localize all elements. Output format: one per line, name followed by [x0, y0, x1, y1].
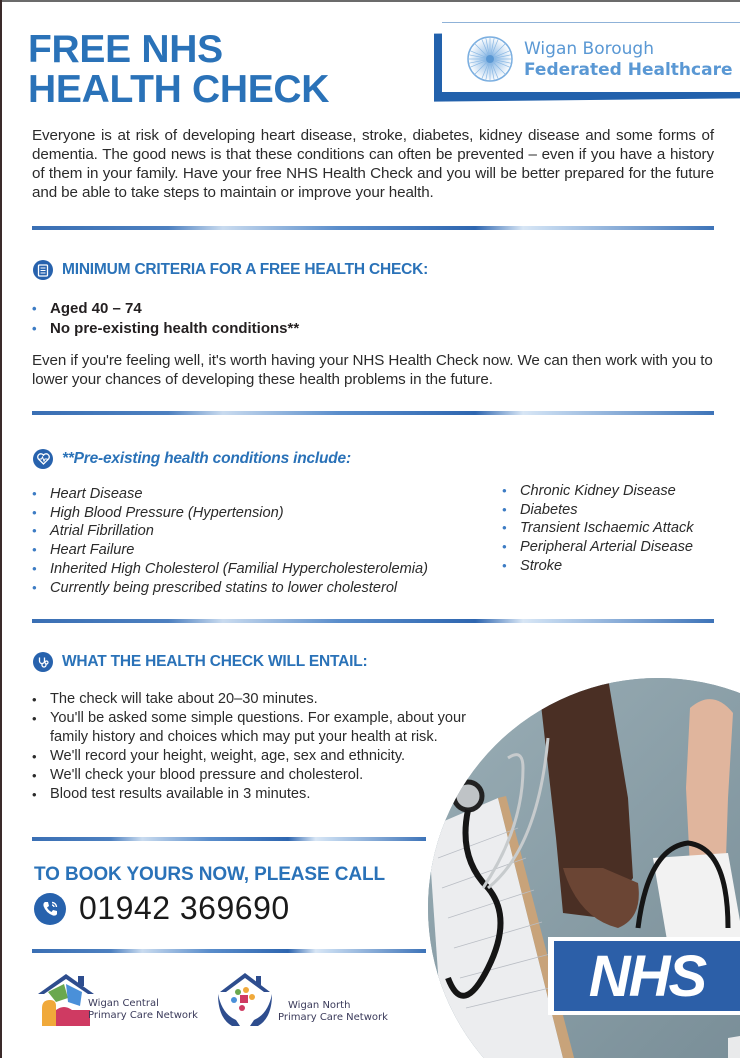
- entail-heading: [33, 652, 367, 672]
- list-item: • We'll record your height, weight, age, sex and ethnicity.: [32, 747, 502, 766]
- nhs-logo-text: NHS: [588, 943, 706, 1009]
- brand-name-line-2: Federated Healthcare: [524, 60, 733, 80]
- list-item: • Heart Failure: [32, 541, 428, 560]
- nhs-logo-badge: [548, 937, 740, 1015]
- sunburst-wheel-icon: [466, 35, 514, 83]
- title-line-2: HEALTH CHECK: [28, 68, 330, 111]
- divider: [32, 837, 426, 841]
- conditions-heading: [33, 449, 351, 469]
- phone-row: [34, 890, 290, 927]
- list-item: • Heart Disease: [32, 485, 428, 504]
- list-item: • Inherited High Cholesterol (Familial Hypercholesterolemia): [32, 560, 428, 579]
- brand-logo-box: [434, 20, 740, 98]
- list-item: • High Blood Pressure (Hypertension): [32, 504, 428, 523]
- network-name-line-2: Primary Care Network: [88, 1010, 198, 1021]
- puzzle-house-icon: [36, 970, 94, 1028]
- criteria-title: MINIMUM CRITERIA FOR A FREE HEALTH CHECK:: [62, 261, 429, 278]
- clipboard-icon: [33, 260, 53, 280]
- criteria-list: [32, 299, 299, 339]
- conditions-list-left: [32, 485, 428, 597]
- hands-house-icon: [216, 970, 274, 1028]
- list-item: • Atrial Fibrillation: [32, 522, 428, 541]
- network-name-line-1: Wigan Central: [88, 998, 159, 1009]
- list-item: • Aged 40 – 74: [32, 299, 299, 319]
- entail-list: [32, 690, 502, 804]
- wigan-north-pcn-logo: [216, 970, 388, 1028]
- page-edge: [0, 0, 2, 1058]
- divider: [32, 411, 714, 415]
- network-name-line-2: Primary Care Network: [278, 1012, 388, 1023]
- criteria-note: Even if you're feeling well, it's worth having your NHS Health Check now. We can then work with you to lower your chances of developing these health problems in the future.: [32, 352, 713, 388]
- list-item: • Chronic Kidney Disease: [502, 482, 694, 501]
- booking-title: TO BOOK YOURS NOW, PLEASE CALL: [34, 864, 385, 885]
- criteria-heading: [33, 260, 428, 280]
- wigan-central-pcn-logo: [36, 970, 198, 1028]
- brand-name-line-1: Wigan Borough: [524, 39, 654, 59]
- divider: [32, 949, 426, 953]
- list-item: • Peripheral Arterial Disease: [502, 538, 694, 557]
- list-item: • Stroke: [502, 557, 694, 576]
- phone-call-icon: [34, 893, 66, 925]
- list-item: • You'll be asked some simple questions. For example, about your family history and choices which may put your health at risk.: [32, 709, 502, 747]
- list-item: • The check will take about 20–30 minutes.: [32, 690, 502, 709]
- conditions-title: **Pre-existing health conditions include:: [62, 450, 351, 467]
- title-line-1: FREE NHS: [28, 28, 223, 71]
- conditions-list-right: [502, 482, 694, 576]
- list-item: • Currently being prescribed statins to lower cholesterol: [32, 579, 428, 598]
- list-item: • No pre-existing health conditions**: [32, 319, 299, 339]
- stethoscope-icon: [33, 652, 53, 672]
- list-item: • Blood test results available in 3 minutes.: [32, 785, 502, 804]
- entail-title: WHAT THE HEALTH CHECK WILL ENTAIL:: [62, 653, 368, 670]
- divider: [32, 619, 714, 623]
- network-name-line-1: Wigan North: [288, 1000, 351, 1011]
- page-title: [28, 30, 329, 110]
- list-item: • Diabetes: [502, 501, 694, 520]
- heart-pulse-icon: [33, 449, 53, 469]
- phone-number-link[interactable]: 01942 369690: [79, 890, 290, 926]
- list-item: • Transient Ischaemic Attack: [502, 519, 694, 538]
- page-edge: [0, 0, 740, 2]
- intro-paragraph: Everyone is at risk of developing heart disease, stroke, diabetes, kidney disease and some forms of dementia. The good news is that these conditions can often be prevented – even if you have a history of them in your family. Have your free NHS Health Check and you will be better prepared for the future and be able to take steps to maintain or improve your health.: [32, 127, 714, 201]
- list-item: • We'll check your blood pressure and cholesterol.: [32, 766, 502, 785]
- divider: [32, 226, 714, 230]
